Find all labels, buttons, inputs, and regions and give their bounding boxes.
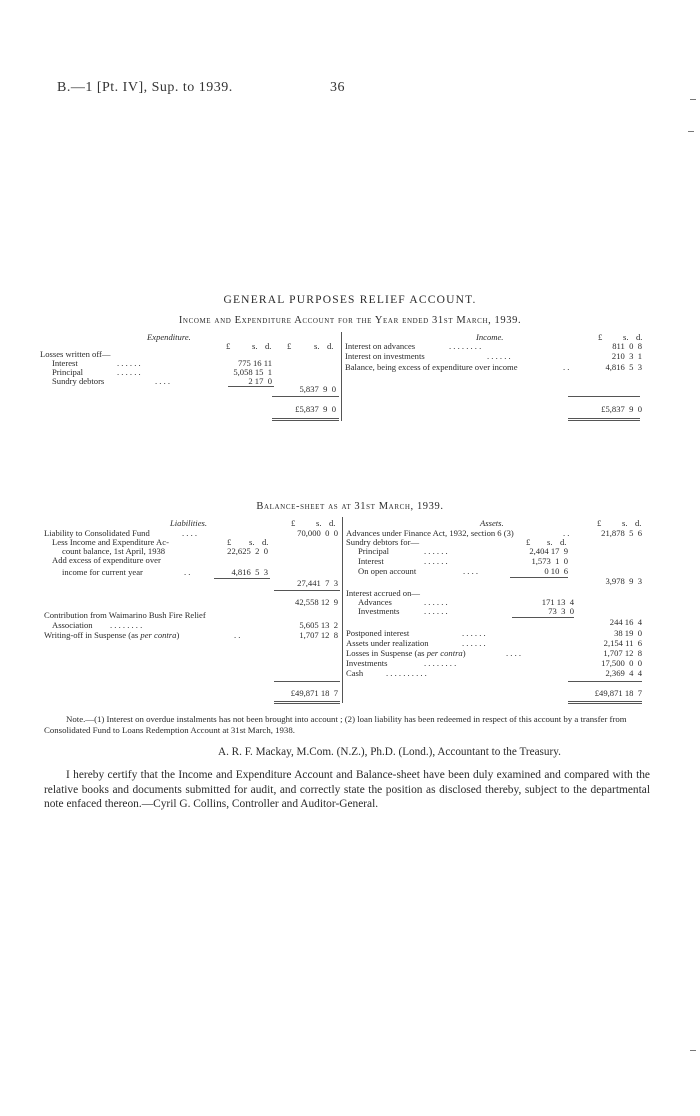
accrued-investments-amount: 73 3 0 [548,606,574,616]
liability-label: Liability to Consolidated Fund [44,528,150,538]
dot-leader: . . . . [506,648,522,658]
double-rule [274,703,340,704]
col-d: d. [636,332,643,342]
open-account-amount: 0 10 6 [544,566,568,576]
dot-leader: . . . . . . [424,606,448,616]
col-s: s. [547,537,553,547]
realization-amount: 2,154 11 6 [603,638,642,648]
realization-label: Assets under realization [346,638,429,648]
accrued-advances-amount: 171 13 4 [541,597,574,607]
col-pound: £ [227,537,232,547]
col-s: s. [314,341,320,351]
col-pound: £ [526,537,531,547]
liabilities-total: £49,871 18 7 [290,688,338,698]
col-s: s. [252,341,258,351]
double-rule [272,418,339,419]
margin-mark [690,1050,696,1051]
dot-leader: . . . . . . [487,351,511,361]
margin-mark [690,99,696,100]
account-title: GENERAL PURPOSES RELIEF ACCOUNT. [223,294,477,306]
less-line-2: count balance, 1st April, 1938 [62,546,166,556]
interest-amount: 1,573 1 0 [531,556,568,566]
dot-leader: . . . . . . . . [449,341,482,351]
investments-amount: 17,500 0 0 [601,658,642,668]
col-s: s. [623,332,629,342]
dot-leader: . . . . . . . . [424,658,457,668]
contribution-line-2: Association [52,620,93,630]
expenditure-heading: Expenditure. [147,332,191,342]
losses-label: Losses written off— [40,349,111,359]
contribution-line-1: Contribution from Waimarino Bush Fire Relief [44,610,206,620]
assets-heading: Assets. [480,518,504,528]
running-header: B.—1 [Pt. IV], Sup. to 1939. [57,80,233,95]
col-d: d. [329,518,336,528]
accrued-label: Interest accrued on— [346,588,420,598]
rule [512,617,574,618]
accrued-total: 244 16 4 [609,617,642,627]
after-amount: 42,558 12 9 [295,597,338,607]
col-s: s. [622,518,628,528]
sundry-debtors-label: Sundry debtors [52,376,105,386]
col-pound: £ [598,332,603,342]
add-amount: 4,816 5 3 [231,567,268,577]
col-d: d. [560,537,567,547]
interest-advances-label: Interest on advances [345,341,416,351]
income-expenditure-subtitle: Income and Expenditure Account for the Year ended 31st March, 1939. [178,315,522,326]
col-pound: £ [287,341,292,351]
column-divider [342,517,343,703]
accrued-advances-label: Advances [358,597,392,607]
principal-label: Principal [358,546,390,556]
interest-investments-amount: 210 3 1 [611,351,642,361]
investments-label: Investments [346,658,388,668]
col-pound: £ [291,518,296,528]
cash-amount: 2,369 4 4 [605,668,642,678]
advances-label: Advances under Finance Act, 1932, section 6 (3) [346,528,514,538]
page-number: 36 [330,80,345,95]
col-pound: £ [597,518,602,528]
dot-leader: . . . . . . [424,597,448,607]
dot-leader: . . [234,630,241,640]
col-d: d. [262,537,269,547]
less-line-1: Less Income and Expenditure Ac- [52,537,169,547]
balance-amount: 4,816 5 3 [605,362,642,372]
postponed-label: Postponed interest [346,628,410,638]
double-rule [568,420,640,421]
dot-leader: . . [563,528,570,538]
open-account-label: On open account [358,566,417,576]
rule [510,577,568,578]
double-rule [568,701,642,702]
postponed-amount: 38 19 0 [614,628,642,638]
dot-leader: . . . . . . [424,546,448,556]
rule [568,396,640,397]
interest-label: Interest [52,358,78,368]
col-d: d. [265,341,272,351]
liability-amount: 70,000 0 0 [297,528,338,538]
suspense-amount: 1,707 12 8 [603,648,642,658]
accountant-signature: A. R. F. Mackay, M.Com. (N.Z.), Ph.D. (Lond.), Accountant to the Treasury. [218,746,561,758]
rule [214,578,270,579]
rule [274,590,340,591]
dot-leader: . . . . . . [117,367,141,377]
dot-leader: . . . . . . [117,358,141,368]
note: Note.—(1) Interest on overdue instalments has not been brought into account ; (2) loan liability has been redeemed in respect of this account by a transfer from Consolidated Fund to Loans Redemption Account at 31st March, 1938. [44,714,627,735]
suspense-label: Losses in Suspense (as per contra) [346,648,466,658]
income-heading: Income. [476,332,504,342]
add-line-2: income for current year [62,567,143,577]
double-rule [568,418,640,419]
rule [568,681,642,682]
audit-certificate: I hereby certify that the Income and Expenditure Account and Balance-sheet have been duly examined and compared with the relative books and documents submitted for audit, and correctly state the position as disclosed thereby, subject to the departmental note enfaced thereon.—Cyril G. Collins, Controller and Auditor-General. [44,769,650,811]
dot-leader: . . . . [182,528,198,538]
col-s: s. [316,518,322,528]
double-rule [272,420,339,421]
net-amount: 27,441 7 3 [297,578,338,588]
expenditure-subtotal: 5,837 9 0 [299,384,336,394]
dot-leader: . . . . . . [462,638,486,648]
interest-label: Interest [358,556,384,566]
writeoff-label: Writing-off in Suspense (as per contra) [44,630,180,640]
dot-leader: . . . . . . [462,628,486,638]
advances-amount: 21,878 5 6 [601,528,642,538]
sundry-debtors-amount: 2 17 0 [248,376,272,386]
writeoff-amount: 1,707 12 8 [299,630,338,640]
double-rule [274,701,340,702]
col-d: d. [327,341,334,351]
margin-mark [688,131,694,132]
dot-leader: . . . . . . . . . . [386,668,427,678]
rule [272,396,339,397]
interest-advances-amount: 811 0 8 [612,341,642,351]
dot-leader: . . . . . . [424,556,448,566]
col-pound: £ [226,341,231,351]
add-line-1: Add excess of expenditure over [52,555,161,565]
principal-amount: 5,058 15 1 [233,367,272,377]
col-s: s. [249,537,255,547]
principal-label: Principal [52,367,84,377]
dot-leader: . . [184,567,191,577]
double-rule [568,703,642,704]
expenditure-total: £5,837 9 0 [295,404,336,414]
cash-label: Cash [346,668,364,678]
sundry-total: 3,978 9 3 [605,576,642,586]
contribution-amount: 5,605 13 2 [299,620,338,630]
assets-total: £49,871 18 7 [594,688,642,698]
column-divider [341,332,342,421]
accrued-investments-label: Investments [358,606,400,616]
income-total: £5,837 9 0 [601,404,642,414]
dot-leader: . . . . . . . . [110,620,143,630]
dot-leader: . . . . [155,376,171,386]
principal-amount: 2,404 17 9 [529,546,568,556]
balance-label: Balance, being excess of expenditure over income [345,362,518,372]
dot-leader: . . [563,362,570,372]
interest-amount: 775 16 11 [237,358,272,368]
rule [274,681,340,682]
col-d: d. [635,518,642,528]
interest-investments-label: Interest on investments [345,351,425,361]
liabilities-heading: Liabilities. [170,518,208,528]
dot-leader: . . . . [463,566,479,576]
less-amount: 22,625 2 0 [227,546,268,556]
balance-sheet-title: Balance-sheet as at 31st March, 1939. [256,501,444,512]
sundry-debtors-label: Sundry debtors for— [346,537,420,547]
